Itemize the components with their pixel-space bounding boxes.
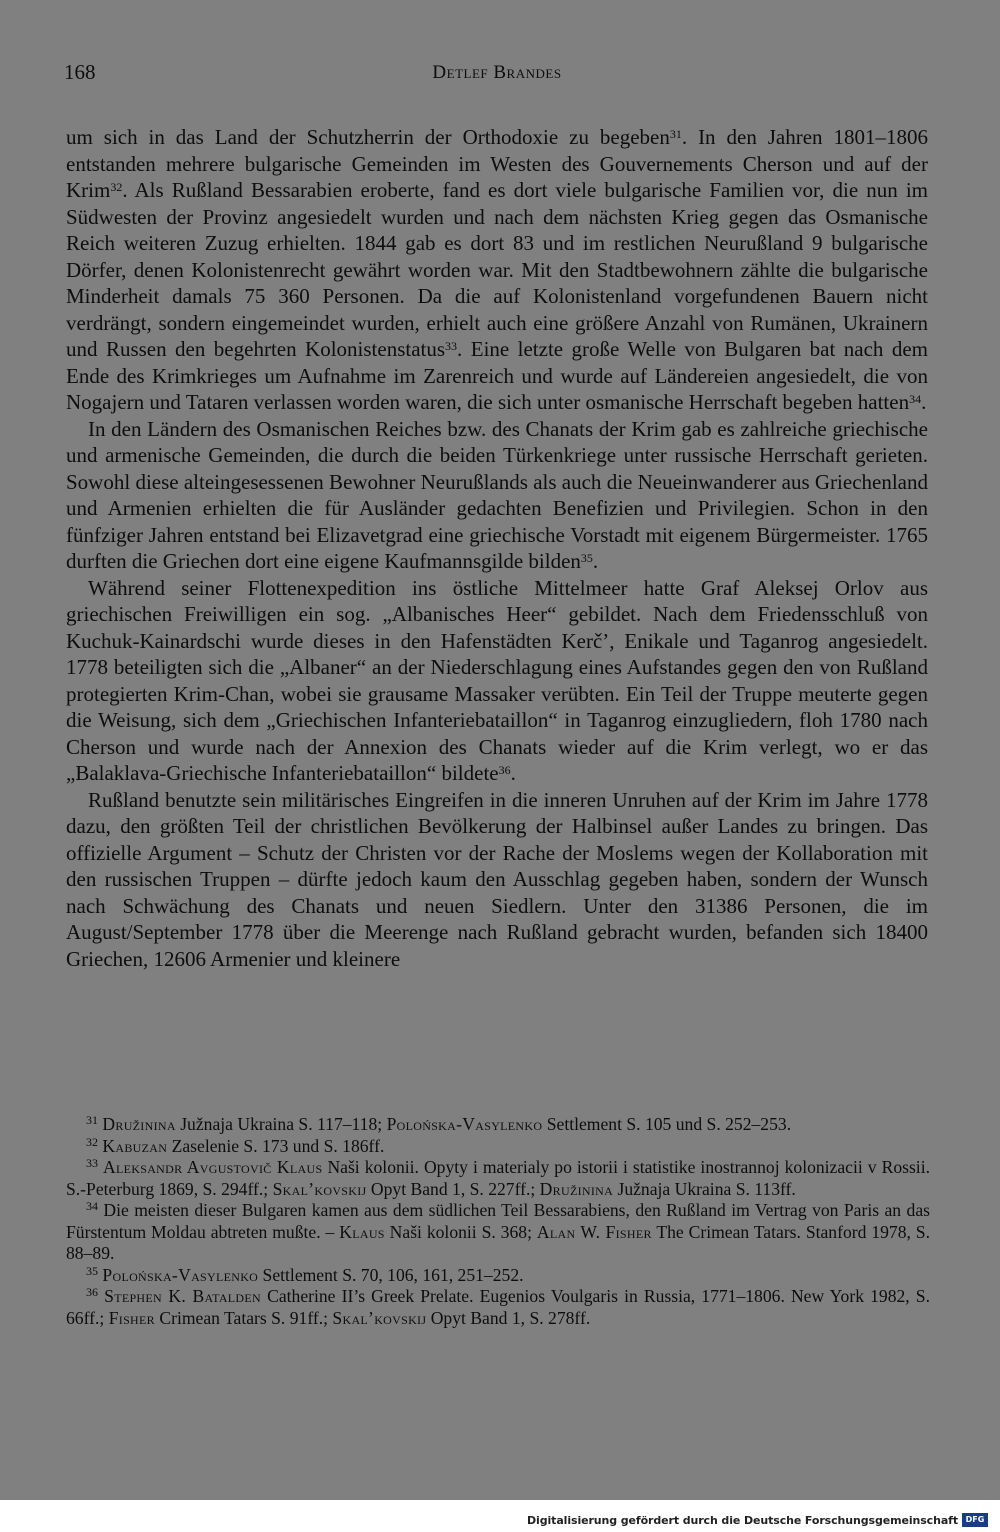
digitization-footer bbox=[0, 1500, 1000, 1532]
dfg-logo-icon: DFG bbox=[962, 1513, 988, 1527]
text-segment: . In den Jahren 1801–1806 entstanden mehrere bulgarische Gemeinden im Westen des Gouvernements Cherson und auf der Krim bbox=[66, 125, 928, 202]
page-number: 168 bbox=[64, 60, 96, 84]
citation-text: Settlement S. 105 und S. 252–253. bbox=[542, 1114, 792, 1134]
author-name: Skal’kovskij bbox=[332, 1307, 427, 1328]
author-name: Družinina bbox=[102, 1114, 176, 1134]
citation-text: Opyt Band 1, S. 227ff.; bbox=[366, 1178, 540, 1199]
author-name: Polońska-Vasylenko bbox=[386, 1114, 543, 1134]
footnote-31 bbox=[66, 1114, 930, 1136]
citation-text: Die meisten dieser Bulgaren kamen aus dem südlichen Teil Bessarabiens, den Rußland im Vertrag von Paris an das Fürstentum Moldau abtreten mußte. – bbox=[66, 1200, 930, 1242]
text-segment: . bbox=[921, 390, 927, 414]
author-name: Družinina bbox=[539, 1178, 614, 1199]
footnote-32 bbox=[66, 1136, 930, 1158]
text-segment: In den Ländern des Osmanischen Reiches bzw. des Chanats der Krim gab es zahlreiche griechische und armenische Gemeinden, die durch die beiden Türkenkriege unter russische Herrschaft gerieten. Sowohl diese alteingesessenen Bewohner Neurußlands als auch die Neueinwanderer aus Griechenland und Armenien erhielten die für Ausländer gedachten Benefizien und Privilegien. Schon in den fünfziger Jahren entstand bei Elizavetgrad eine griechische Vorstadt mit eigenem Bürgermeister. 1765 durften die Griechen dort eine eigene Kaufmannsgilde bilden bbox=[66, 416, 928, 573]
author-name: Fisher bbox=[108, 1307, 155, 1328]
paragraph-1 bbox=[66, 124, 928, 416]
paragraph-2 bbox=[66, 416, 928, 575]
text-segment: um sich in das Land der Schutzherrin der Orthodoxie zu begeben bbox=[66, 125, 670, 149]
text-segment: . Eine letzte große Welle von Bulgaren bat nach dem Ende des Krimkrieges um Aufnahme im Zarenreich und wurde auf Ländereien angesiedelt, die von Nogajern und Tataren verlassen worden waren, die sich unter osmanische Herrschaft begeben hatten bbox=[66, 337, 929, 414]
citation-text: Crimean Tatars S. 91ff.; bbox=[154, 1307, 333, 1328]
footnote-number: 31 bbox=[86, 1113, 98, 1127]
text-segment: . bbox=[510, 761, 516, 785]
footnote-number: 34 bbox=[86, 1199, 98, 1213]
text-segment: . bbox=[592, 549, 599, 573]
footnote-36 bbox=[66, 1286, 930, 1329]
author-name: Klaus bbox=[339, 1221, 385, 1242]
footnote-number: 35 bbox=[86, 1263, 98, 1278]
citation-text: Settlement S. 70, 106, 161, 251–252. bbox=[258, 1264, 524, 1285]
author-name: Skal’kovskij bbox=[272, 1178, 367, 1199]
citation-text: Južnaja Ukraina S. 113ff. bbox=[613, 1178, 796, 1199]
citation-text: Naši kolonii S. 368; bbox=[384, 1221, 537, 1242]
footnote-33 bbox=[66, 1157, 930, 1200]
author-name: Alan W. Fisher bbox=[536, 1221, 652, 1242]
footnote-ref-33: 33 bbox=[445, 339, 458, 353]
footnotes bbox=[66, 1114, 930, 1329]
page-header bbox=[64, 60, 930, 90]
footnote-number: 36 bbox=[86, 1285, 98, 1299]
paragraph-4: Rußland benutzte sein militärisches Eingreifen in die inneren Unruhen auf der Krim im Jahre 1778 dazu, den größten Teil der christlichen Bevölkerung der Halbinsel außer Landes zu bringen. Das offizielle Argument – Schutz der Christen vor der Rache der Moslems wegen der Kollaboration mit den russischen Truppen – dürfte jedoch kaum den Ausschlag gegeben haben, sondern der Wunsch nach Schwächung des Chanats und neuen Siedlern. Unter den 31386 Personen, die im August/September 1778 über die Meerenge nach Rußland gebracht wurden, befanden sich 18400 Griechen, 12606 Armenier und kleinere bbox=[66, 787, 928, 971]
funding-notice: Digitalisierung gefördert durch die Deutsche Forschungsgemeinschaft bbox=[527, 1514, 958, 1527]
footnote-35 bbox=[66, 1265, 930, 1287]
footnote-ref-32: 32 bbox=[110, 180, 123, 194]
author-name: Aleksandr Avgustovič Klaus bbox=[103, 1157, 323, 1177]
footnote-ref-31: 31 bbox=[669, 127, 682, 141]
citation-text: Zaselenie S. 173 und S. 186ff. bbox=[167, 1135, 385, 1156]
footnote-ref-36: 36 bbox=[498, 763, 511, 777]
citation-text: The Crimean Tatars. Stanford 1978, S. 88–89. bbox=[66, 1221, 930, 1263]
citation-text: Catherine II’s Greek Prelate. Eugenios Voulgaris in Russia, 1771–1806. New York 1982, S. 66ff.; bbox=[66, 1286, 930, 1328]
footnote-number: 33 bbox=[86, 1156, 98, 1170]
running-head: Detlef Brandes bbox=[432, 62, 562, 83]
author-name: Kabuzan bbox=[102, 1135, 168, 1156]
author-name: Stephen K. Batalden bbox=[104, 1286, 261, 1306]
text-segment: Während seiner Flottenexpedition ins östliche Mittelmeer hatte Graf Aleksej Orlov aus griechischen Freiwilligen ein sog. „Albanisches Heer“ gebildet. Nach dem Friedensschluß von Kuchuk-Kainardschi wurde dieses in den Hafenstädten Kerč’, Enikale und Taganrog angesiedelt. 1778 beteiligten sich die „Albaner“ an der Niederschlagung eines Aufstandes gegen den von Rußland protegierten Krim-Chan, wobei sie grausame Massaker verübten. Ein Teil der Truppe meuterte gegen die Weisung, sich dem „Griechischen Infanteriebataillon“ in Taganrog einzugliedern, floh 1780 nach Cherson und wurde nach der Annexion des Chanats wieder auf die Krim verlegt, wo er das „Balaklava-Griechische Infanteriebataillon“ bildete bbox=[66, 575, 928, 785]
paragraph-3 bbox=[66, 575, 928, 787]
footnote-number: 32 bbox=[86, 1134, 98, 1149]
citation-text: Južnaja Ukraina S. 117–118; bbox=[175, 1114, 387, 1134]
citation-text: Opyt Band 1, S. 278ff. bbox=[426, 1307, 591, 1328]
citation-text: Naši kolonii. Opyty i materialy po istorii i statistike inostrannoj kolonizacii v Rossii. S.-Peterburg 1869, S. 294ff.; bbox=[66, 1157, 930, 1199]
footnote-ref-35: 35 bbox=[580, 551, 593, 565]
author-name: Polońska-Vasylenko bbox=[102, 1264, 259, 1285]
footnote-ref-34: 34 bbox=[909, 392, 922, 406]
text-segment: . Als Rußland Bessarabien eroberte, fand es dort viele bulgarische Familien vor, die nun im Südwesten der Provinz angesiedelt wurden und nach dem nächsten Krieg gegen das Osmanische Reich weiteren Zuzug erhielten. 1844 gab es dort 83 und im restlichen Neurußland 9 bulgarische Dörfer, denen Kolonistenrecht gewährt worden war. Mit den Stadtbewohnern zählte die bulgarische Minderheit damals 75 360 Personen. Da die auf Kolonistenland vorgefundenen Bauern nicht verdrängt, sondern eingemeindet wurden, erhielt auch eine größere Anzahl von Rumänen, Ukrainern und Russen den begehrten Kolonistenstatus bbox=[66, 178, 928, 361]
main-text bbox=[66, 124, 928, 972]
footnote-34 bbox=[66, 1200, 930, 1265]
